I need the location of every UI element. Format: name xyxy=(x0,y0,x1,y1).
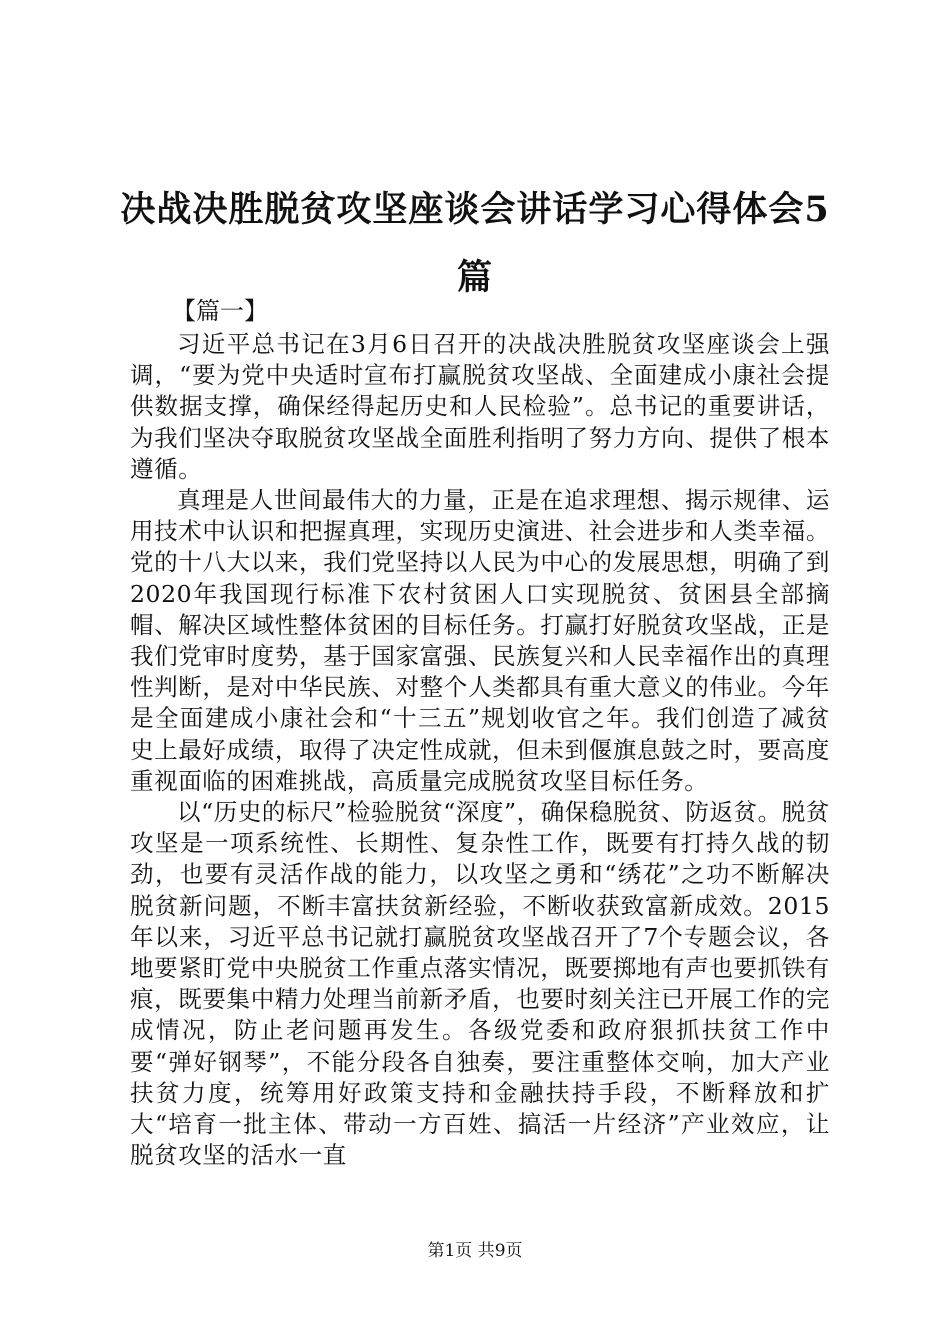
document-body xyxy=(130,329,830,1171)
section-label: 【篇一】 xyxy=(172,297,268,325)
document-title: 决战决胜脱贫攻坚座谈会讲话学习心得体会5篇 xyxy=(120,189,830,298)
paragraph: 习近平总书记在3月6日召开的决战决胜脱贫攻坚座谈会上强调，“要为党中央适时宣布打赢脱贫攻坚战、全面建成小康社会提供数据支撑，确保经得起历史和人民检验”。总书记的重要讲话，为我们坚决夺取脱贫攻坚战全面胜利指明了努力方向、提供了根本遵循。 xyxy=(130,330,830,483)
page-footer xyxy=(0,1240,950,1262)
paragraph: 真理是人世间最伟大的力量，正是在追求理想、揭示规律、运用技术中认识和把握真理，实现历史演进、社会进步和人类幸福。党的十八大以来，我们党坚持以人民为中心的发展思想，明确了到2020年我国现行标准下农村贫困人口实现脱贫、贫困县全部摘帽、解决区域性整体贫困的目标任务。打赢打好脱贫攻坚战，正是我们党审时度势，基于国家富强、民族复兴和人民幸福作出的真理性判断，是对中华民族、对整个人类都具有重大意义的伟业。今年是全面建成小康社会和“十三五”规划收官之年。我们创造了减贫史上最好成绩，取得了决定性成就，但未到偃旗息鼓之时，要高度重视面临的困难挑战，高质量完成脱贫攻坚目标任务。 xyxy=(130,486,830,795)
page-number: 第1页 共9页 xyxy=(427,1241,523,1261)
paragraph: 以“历史的标尺”检验脱贫“深度”，确保稳脱贫、防返贫。脱贫攻坚是一项系统性、长期性、复杂性工作，既要有打持久战的韧劲，也要有灵活作战的能力，以攻坚之勇和“绣花”之功不断解决脱贫新问题，不断丰富扶贫新经验，不断收获致富新成效。2015年以来，习近平总书记就打赢脱贫攻坚战召开了7个专题会议，各地要紧盯党中央脱贫工作重点落实情况，既要掷地有声也要抓铁有痕，既要集中精力处理当前新矛盾，也要时刻关注已开展工作的完成情况，防止老问题再发生。各级党委和政府狠抓扶贫工作中要“弹好钢琴”，不能分段各自独奏，要注重整体交响，加大产业扶贫力度，统筹用好政策支持和金融扶持手段，不断释放和扩大“培育一批主体、带动一方百姓、搞活一片经济”产业效应，让脱贫攻坚的活水一直 xyxy=(130,798,830,1170)
